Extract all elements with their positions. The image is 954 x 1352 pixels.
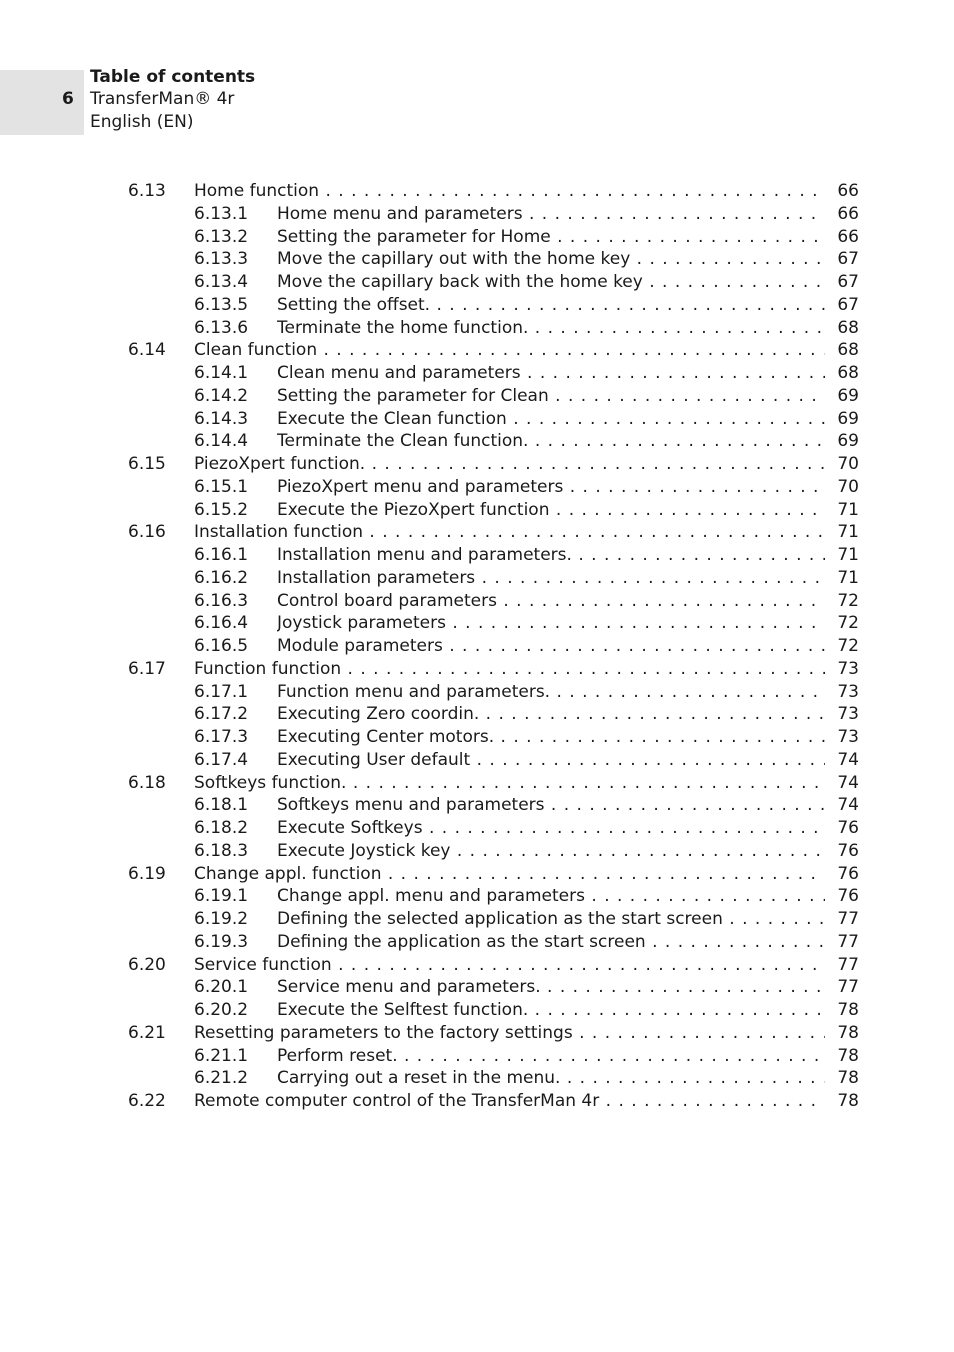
toc-entry-number: 6.15.2 xyxy=(194,499,249,520)
toc-entry-page[interactable]: 77 xyxy=(825,954,859,977)
toc-entry-page[interactable]: 71 xyxy=(825,521,859,544)
toc-entry-title[interactable]: Execute Joystick key . . . xyxy=(277,840,859,863)
toc-entry-number: 6.16.3 xyxy=(194,590,249,611)
toc-entry-page[interactable]: 71 xyxy=(825,499,859,522)
table-of-contents xyxy=(0,180,954,1113)
toc-entry-page[interactable]: 68 xyxy=(825,362,859,385)
toc-entry-number: 6.16.5 xyxy=(194,636,249,656)
toc-entry-title[interactable]: Execute the PiezoXpert function . . . xyxy=(277,499,859,522)
toc-entry-number: 6.13.3 xyxy=(194,249,249,270)
toc-entry-title[interactable]: Function menu and parameters. . . . xyxy=(277,681,859,704)
toc-entry[interactable] xyxy=(0,476,954,499)
toc-entry[interactable] xyxy=(0,954,954,977)
toc-entry-number: 6.19 xyxy=(128,863,166,884)
toc-entry-number: 6.13.5 xyxy=(194,294,249,315)
toc-entry-page[interactable]: 67 xyxy=(825,271,859,294)
toc-entry-number: 6.21.1 xyxy=(194,1045,249,1066)
language-label: English (EN) xyxy=(90,112,194,132)
toc-entry-page[interactable]: 76 xyxy=(825,863,859,886)
toc-entry[interactable] xyxy=(0,203,954,226)
toc-entry-page[interactable]: 72 xyxy=(825,590,859,613)
toc-entry[interactable] xyxy=(0,999,954,1022)
toc-entry-number: 6.22 xyxy=(128,1091,166,1111)
toc-entry-number: 6.16.1 xyxy=(194,545,249,565)
toc-entry-title[interactable]: Execute the Clean function . . . xyxy=(277,408,859,431)
toc-entry-number: 6.13.4 xyxy=(194,272,249,292)
toc-entry-page[interactable]: 70 xyxy=(825,476,859,499)
toc-entry[interactable] xyxy=(0,271,954,294)
toc-entry[interactable] xyxy=(0,635,954,658)
toc-entry-number: 6.15 xyxy=(128,454,166,474)
toc-entry-title[interactable]: Change appl. function . . . xyxy=(194,863,859,886)
toc-entry[interactable] xyxy=(0,612,954,635)
toc-entry[interactable] xyxy=(0,180,954,203)
toc-entry-page[interactable]: 69 xyxy=(825,385,859,408)
toc-entry-page[interactable]: 77 xyxy=(825,931,859,954)
toc-entry-number: 6.14.3 xyxy=(194,408,249,429)
toc-entry[interactable] xyxy=(0,248,954,271)
toc-entry-title[interactable]: PiezoXpert function. . . . xyxy=(194,453,859,476)
toc-entry[interactable] xyxy=(0,567,954,590)
toc-entry-title[interactable]: PiezoXpert menu and parameters . . . xyxy=(277,476,859,499)
toc-entry-page[interactable]: 69 xyxy=(825,408,859,431)
toc-entry-number: 6.16 xyxy=(128,522,166,543)
toc-entry-number: 6.21.2 xyxy=(194,1068,249,1089)
toc-entry-number: 6.18.1 xyxy=(194,795,249,816)
toc-entry-title[interactable]: Module parameters . . . xyxy=(277,635,859,658)
toc-entry-number: 6.17.3 xyxy=(194,727,249,747)
toc-entry[interactable] xyxy=(0,430,954,453)
toc-entry[interactable] xyxy=(0,544,954,567)
toc-entry-page[interactable]: 68 xyxy=(825,317,859,340)
toc-entry-title[interactable]: Executing User default . . . xyxy=(277,749,859,772)
toc-entry[interactable] xyxy=(0,339,954,362)
toc-entry-page[interactable]: 73 xyxy=(825,703,859,726)
toc-entry-number: 6.16.2 xyxy=(194,567,249,588)
toc-entry-title[interactable]: Resetting parameters to the factory settings . . . xyxy=(194,1022,859,1045)
toc-entry[interactable] xyxy=(0,499,954,522)
toc-entry-page[interactable]: 66 xyxy=(825,203,859,226)
toc-entry-number: 6.14 xyxy=(128,340,166,361)
toc-entry-title[interactable]: Clean menu and parameters . . . xyxy=(277,362,859,385)
toc-entry[interactable] xyxy=(0,726,954,749)
page-number: 6 xyxy=(62,89,74,109)
toc-entry[interactable] xyxy=(0,817,954,840)
toc-entry-page[interactable]: 68 xyxy=(825,339,859,362)
toc-entry-title[interactable]: Function function . . . xyxy=(194,658,859,681)
toc-entry-number: 6.20.2 xyxy=(194,1000,249,1020)
toc-entry-page[interactable]: 78 xyxy=(825,1045,859,1068)
toc-entry[interactable] xyxy=(0,317,954,340)
toc-entry[interactable] xyxy=(0,1090,954,1113)
toc-entry-number: 6.18 xyxy=(128,772,166,793)
toc-entry[interactable] xyxy=(0,772,954,795)
toc-entry-number: 6.15.1 xyxy=(194,476,249,497)
toc-entry[interactable] xyxy=(0,1045,954,1068)
toc-entry-number: 6.17 xyxy=(128,658,166,679)
product-name: TransferMan® 4r xyxy=(90,89,235,109)
toc-entry[interactable] xyxy=(0,863,954,886)
toc-entry-title[interactable]: Installation parameters . . . xyxy=(277,567,859,590)
toc-entry-page[interactable]: 67 xyxy=(825,294,859,317)
toc-entry-page[interactable]: 70 xyxy=(825,453,859,476)
toc-entry[interactable] xyxy=(0,658,954,681)
toc-entry-number: 6.14.4 xyxy=(194,431,249,452)
toc-entry[interactable] xyxy=(0,294,954,317)
toc-entry[interactable] xyxy=(0,385,954,408)
toc-entry-number: 6.19.2 xyxy=(194,909,249,929)
toc-entry-page[interactable]: 78 xyxy=(825,1090,859,1113)
toc-entry-title[interactable]: Carrying out a reset in the menu. . . . xyxy=(277,1067,859,1090)
toc-entry-page[interactable]: 74 xyxy=(825,749,859,772)
toc-entry-number: 6.17.4 xyxy=(194,749,249,770)
toc-entry-title[interactable]: Setting the parameter for Clean . . . xyxy=(277,385,859,408)
toc-entry[interactable] xyxy=(0,931,954,954)
toc-entry-number: 6.13.2 xyxy=(194,226,249,247)
toc-entry-title[interactable]: Move the capillary back with the home key . . . xyxy=(277,271,859,294)
toc-entry-title[interactable]: Change appl. menu and parameters . . . xyxy=(277,885,859,908)
toc-entry[interactable] xyxy=(0,1022,954,1045)
toc-entry-title[interactable]: Clean function . . . xyxy=(194,339,859,362)
toc-entry-title[interactable]: Terminate the Clean function. . . . xyxy=(277,430,859,453)
toc-entry-page[interactable]: 76 xyxy=(825,885,859,908)
toc-entry-page[interactable]: 73 xyxy=(825,726,859,749)
toc-entry[interactable] xyxy=(0,226,954,249)
toc-entry-title[interactable]: Defining the application as the start screen . . . xyxy=(277,931,859,954)
toc-entry-number: 6.16.4 xyxy=(194,613,249,634)
toc-entry-number: 6.14.2 xyxy=(194,385,249,406)
toc-entry-page[interactable]: 77 xyxy=(825,908,859,931)
toc-entry-title[interactable]: Softkeys menu and parameters . . . xyxy=(277,794,859,817)
toc-entry-title[interactable]: Defining the selected application as the start screen . . . xyxy=(277,908,859,931)
toc-entry-title[interactable]: Move the capillary out with the home key . . . xyxy=(277,248,859,271)
toc-entry-page[interactable]: 73 xyxy=(825,681,859,704)
toc-entry-title[interactable]: Home function . . . xyxy=(194,180,859,203)
toc-entry-title[interactable]: Softkeys function. . . . xyxy=(194,772,859,795)
toc-entry-title[interactable]: Terminate the home function. . . . xyxy=(277,317,859,340)
toc-entry-title[interactable]: Installation function . . . xyxy=(194,521,859,544)
toc-entry[interactable] xyxy=(0,1067,954,1090)
toc-entry[interactable] xyxy=(0,362,954,385)
toc-entry-page[interactable]: 74 xyxy=(825,772,859,795)
toc-entry-title[interactable]: Control board parameters . . . xyxy=(277,590,859,613)
toc-entry-title[interactable]: Executing Zero coordin. . . . xyxy=(277,703,859,726)
toc-entry-page[interactable]: 76 xyxy=(825,817,859,840)
toc-entry[interactable] xyxy=(0,885,954,908)
section-title: Table of contents xyxy=(90,67,256,87)
toc-entry[interactable] xyxy=(0,976,954,999)
toc-entry-number: 6.18.3 xyxy=(194,840,249,861)
toc-entry-title[interactable]: Execute Softkeys . . . xyxy=(277,817,859,840)
toc-entry[interactable] xyxy=(0,590,954,613)
toc-entry-page[interactable]: 66 xyxy=(825,180,859,203)
toc-entry-number: 6.20 xyxy=(128,954,166,975)
toc-entry-title[interactable]: Service function . . . xyxy=(194,954,859,977)
toc-entry-title[interactable]: Home menu and parameters . . . xyxy=(277,203,859,226)
toc-entry[interactable] xyxy=(0,681,954,704)
toc-entry-number: 6.14.1 xyxy=(194,363,249,383)
toc-entry[interactable] xyxy=(0,908,954,931)
toc-entry-page[interactable]: 67 xyxy=(825,248,859,271)
toc-entry-page[interactable]: 78 xyxy=(825,1022,859,1045)
toc-entry-page[interactable]: 73 xyxy=(825,658,859,681)
toc-entry-page[interactable]: 66 xyxy=(825,226,859,249)
toc-entry-page[interactable]: 78 xyxy=(825,999,859,1022)
toc-entry-title[interactable]: Setting the parameter for Home . . . xyxy=(277,226,859,249)
toc-entry-number: 6.13.1 xyxy=(194,203,249,224)
toc-entry-number: 6.17.2 xyxy=(194,704,249,725)
toc-entry[interactable] xyxy=(0,749,954,772)
toc-entry-title[interactable]: Setting the offset. . . . xyxy=(277,294,859,317)
toc-entry-title[interactable]: Executing Center motors. . . . xyxy=(277,726,859,749)
toc-entry-number: 6.20.1 xyxy=(194,977,249,998)
toc-entry-title[interactable]: Installation menu and parameters. . . . xyxy=(277,544,859,567)
toc-entry[interactable] xyxy=(0,453,954,476)
toc-entry[interactable] xyxy=(0,703,954,726)
toc-entry-page[interactable]: 71 xyxy=(825,567,859,590)
toc-entry-page[interactable]: 77 xyxy=(825,976,859,999)
toc-entry-title[interactable]: Joystick parameters . . . xyxy=(277,612,859,635)
toc-entry-page[interactable]: 69 xyxy=(825,430,859,453)
toc-entry-title[interactable]: Execute the Selftest function. . . . xyxy=(277,999,859,1022)
toc-entry-number: 6.13.6 xyxy=(194,317,249,338)
toc-entry-number: 6.18.2 xyxy=(194,818,249,838)
toc-entry-number: 6.21 xyxy=(128,1022,166,1043)
toc-entry-number: 6.19.1 xyxy=(194,886,249,907)
toc-entry-page[interactable]: 74 xyxy=(825,794,859,817)
toc-entry-title[interactable]: Service menu and parameters. . . . xyxy=(277,976,859,999)
toc-entry[interactable] xyxy=(0,794,954,817)
toc-entry-title[interactable]: Remote computer control of the TransferMan 4r . . . xyxy=(194,1090,859,1113)
toc-entry-number: 6.19.3 xyxy=(194,931,249,952)
toc-entry[interactable] xyxy=(0,521,954,544)
toc-entry[interactable] xyxy=(0,840,954,863)
toc-entry-page[interactable]: 78 xyxy=(825,1067,859,1090)
toc-entry[interactable] xyxy=(0,408,954,431)
toc-entry-page[interactable]: 71 xyxy=(825,544,859,567)
toc-entry-number: 6.13 xyxy=(128,181,166,201)
toc-entry-title[interactable]: Perform reset. . . . xyxy=(277,1045,859,1068)
toc-entry-page[interactable]: 72 xyxy=(825,635,859,658)
toc-entry-page[interactable]: 76 xyxy=(825,840,859,863)
toc-entry-page[interactable]: 72 xyxy=(825,612,859,635)
toc-entry-number: 6.17.1 xyxy=(194,681,249,702)
